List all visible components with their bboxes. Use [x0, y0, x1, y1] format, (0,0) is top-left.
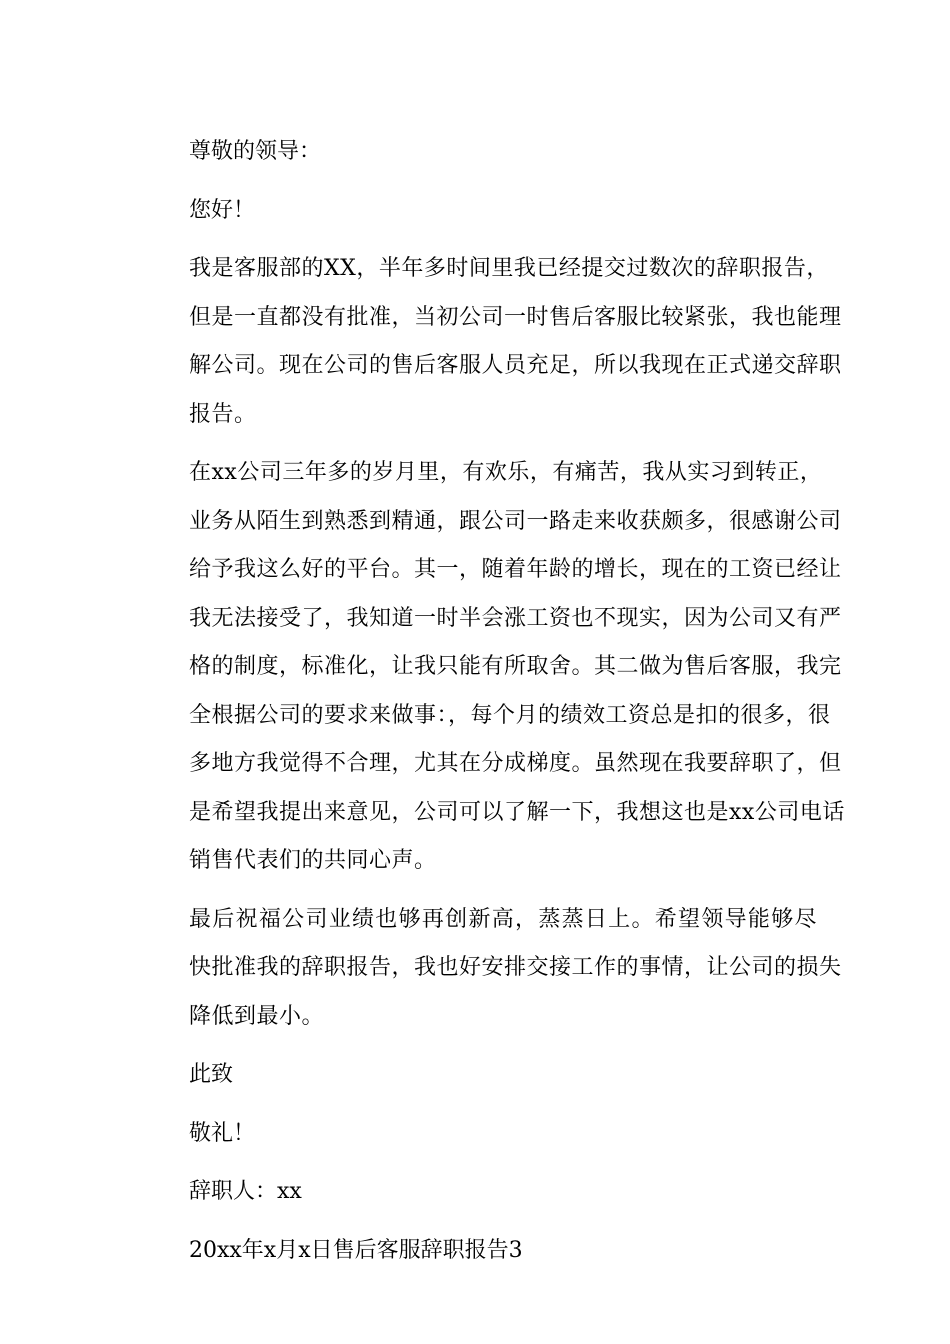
paragraph-line: 最后祝福公司业绩也够再创新高，蒸蒸日上。希望领导能够尽 — [189, 906, 817, 932]
paragraph-3 — [145, 896, 842, 1042]
paragraph-line: 给予我这么好的平台。其一，随着年龄的增长，现在的工资已经让 — [189, 557, 842, 582]
closing-line-2: 敬礼！ — [189, 1120, 256, 1146]
paragraph-line: 我无法接受了，我知道一时半会涨工资也不现实，因为公司又有严 — [189, 605, 842, 631]
letter-body — [145, 128, 845, 1275]
paragraph-line: 报告。 — [189, 401, 257, 427]
paragraph-1 — [145, 245, 842, 439]
paragraph-line: 快批准我的辞职报告，我也好安排交接工作的事情，让公司的损失 — [189, 955, 842, 980]
paragraph-line: 业务从陌生到熟悉到精通，跟公司一路走来收获颇多，很感谢公司 — [189, 508, 842, 534]
closing-line-1: 此致 — [189, 1062, 234, 1087]
paragraph-line: 格的制度，标准化，让我只能有所取舍。其二做为售后客服，我完 — [189, 654, 842, 679]
date-and-title: 20xx年x月x日售后客服辞职报告3 — [189, 1237, 523, 1263]
signature: 辞职人：xx — [189, 1179, 302, 1204]
paragraph-line: 降低到最小。 — [189, 1003, 325, 1029]
paragraph-line: 在xx公司三年多的岁月里，有欢乐，有痛苦，我从实习到转正， — [189, 460, 823, 485]
greeting: 您好！ — [189, 197, 256, 223]
paragraph-line: 解公司。现在公司的售后客服人员充足，所以我现在正式递交辞职 — [189, 353, 842, 378]
paragraph-line: 销售代表们的共同心声。 — [189, 848, 437, 873]
paragraph-line: 我是客服部的XX，半年多时间里我已经提交过数次的辞职报告， — [189, 256, 829, 281]
paragraph-line: 全根据公司的要求来做事：，每个月的绩效工资总是扣的很多，很 — [189, 702, 831, 728]
salutation: 尊敬的领导： — [189, 139, 322, 164]
paragraph-2 — [145, 449, 845, 886]
paragraph-line: 是希望我提出来意见，公司可以了解一下，我想这也是xx公司电话 — [189, 799, 845, 825]
paragraph-line: 但是一直都没有批准，当初公司一时售后客服比较紧张，我也能理 — [189, 304, 842, 330]
paragraph-line: 多地方我觉得不合理，尤其在分成梯度。虽然现在我要辞职了，但 — [189, 751, 842, 776]
